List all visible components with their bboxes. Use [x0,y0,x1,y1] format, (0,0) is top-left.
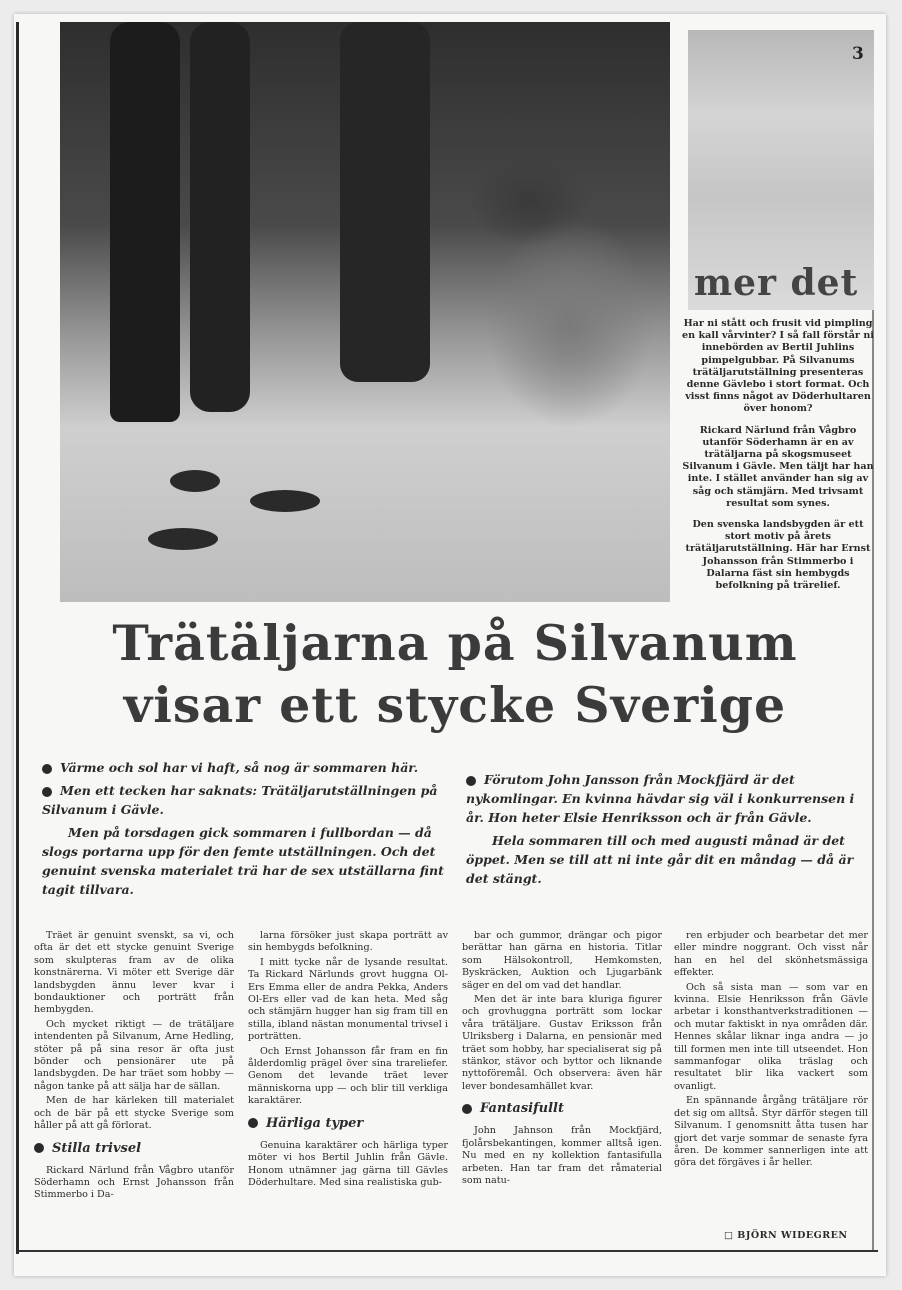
bullet-icon [466,776,476,786]
photo-fish [250,490,320,512]
intro-paragraph: Men på torsdagen gick sommaren i fullbordan — då slogs portarna upp för den femte utställningen. Och det genuint svenska materialet trä har de sex utställarna fint tagit tillvara. [42,825,444,897]
photo-figure-leg [190,22,250,412]
body-column-2 [248,930,448,1191]
intro-paragraph: Men ett tecken har saknats: Trätäljarutställningen på Silvanum i Gävle. [42,783,438,817]
body-paragraph: Genuina karaktärer och härliga typer möter vi hos Bertil Juhlin från Gävle. Honom utnämner jag gärna till Gävles Döderhultare. Med sina realistiska gub- [248,1139,448,1188]
subheading: Stilla trivsel [34,1139,234,1159]
body-paragraph: larna försöker just skapa porträtt av sin hembygds befolkning. [248,930,448,954]
intro-left [42,758,446,903]
body-paragraph: Men det är inte bara kluriga figurer och grovhuggna porträtt som lockar våra trätäljare. Gustav Eriksson från Ulriksberg i Dalarna, en pensionär med träet som hobby, har specialiserat sig på stänkor, stävor och byttor och liknande nyttoföremål. Och observera: även här lever bondesamhället kvar. [462,994,662,1092]
body-paragraph: bar och gummor, drängar och pigor berättar han gärna en historia. Titlar som Hälsokontroll, Hemkomsten, Byskräcken, Auktion och Ljugarbänk säger en del om vad det handlar. [462,930,662,991]
bullet-icon [462,1104,472,1114]
headline-line: Trätäljarna på Silvanum [112,614,798,672]
photo-fish [170,470,220,492]
intro-right [466,770,866,892]
bullet-icon [248,1118,258,1128]
photo-figure-leg [340,22,430,382]
byline: □ BJÖRN WIDEGREN [724,1230,848,1241]
headline-line: visar ett stycke Sverige [123,676,787,734]
body-paragraph: Och mycket riktigt — de trätäljare intendenten på Silvanum, Arne Hedling, stöter på på sina resor är ofta just bönder och pensionärer ute på landsbygden. De har träet som hobby — någon tanke på att sälja har de sällan. [34,1018,234,1092]
photo-figure-leg [110,22,180,422]
bullet-icon [34,1143,44,1153]
body-paragraph: Och så sista man — som var en kvinna. Elsie Henriksson från Gävle arbetar i konsthantverkstraditionen — och mutar faktiskt in nya områden där. Hennes skålar liknar inga andra — jo till formen men inte till utseendet. Hon sammanfogar olika träslag och resultatet blir lika vackert som ovanligt. [674,981,868,1092]
body-paragraph: Rickard Närlund från Vågbro utanför Söderhamn och Ernst Johansson från Stimmerbo i Da- [34,1164,234,1201]
body-paragraph: En spännande årgång trätäljare rör det sig om alltså. Styr därför stegen till Silvanum. I genomsnitt åtta tusen har gjort det varje sommar de senaste fyra åren. De kommer sannerligen inte att göra det förgäves i år heller. [674,1095,868,1169]
page-number: 3 [852,44,864,64]
photo-captions [682,318,874,601]
caption: Rickard Närlund från Vågbro utanför Söderhamn är en av trätäljarna på skogsmuseet Silvanum i Gävle. Men täljt har han inte. I stället använder han sig av såg och stämjärn. Med trivsamt resultat som synes. [682,424,874,509]
caption: Den svenska landsbygden är ett stort motiv på årets trätäljarutställning. Här har Ernst Johansson från Stimmerbo i Dalarna fäst sin hembygds befolkning på trärelief. [685,519,871,592]
column-rule-bottom [18,1250,878,1252]
subheading: Fantasifullt [462,1099,662,1119]
bullet-icon [42,787,52,797]
photo-fish [148,528,218,550]
body-paragraph: I mitt tycke når de lysande resultat. Ta Rickard Närlunds grovt huggna Ol-Ers Emma eller de andra Pekka, Anders Ol-Ers eller vad de kan heta. Med såg och stämjärn hugger han sig fram till en stilla, ibland nästan monumental trivsel i porträtten. [248,956,448,1043]
body-column-1 [34,930,234,1204]
body-column-3 [462,930,662,1189]
body-paragraph: Och Ernst Johansson får fram en fin ålderdomlig prägel över sina trareliefer. Genom det levande träet lever människorna upp — och blir till verkliga karaktärer. [248,1045,448,1107]
sidebar-banner: mer det [694,262,859,304]
column-rule-left [16,22,19,1254]
intro-paragraph: Förutom John Jansson från Mockfjärd är det nykomlingar. En kvinna hävdar sig väl i konkurrensen i år. Hon heter Elsie Henriksson och är från Gävle. [466,772,855,825]
headline [40,612,870,736]
body-column-4 [674,930,868,1172]
intro-paragraph: Värme och sol har vi haft, så nog är sommaren här. [60,760,419,775]
bullet-icon [42,764,52,774]
body-paragraph: John Jahnson från Mockfjärd, fjolårsbekantingen, kommer alltså igen. Nu med en ny kollektion fantasifulla arbeten. Han tar fram det råmaterial som natu- [462,1125,662,1186]
caption: Har ni stått och frusit vid pimpling en kall vårvinter? I så fall förstår ni innebörden av Bertil Juhlins pimpelgubbar. På Silvanums trätäljarutställning presenteras denne Gävlebo i stort format. Och visst finns något av Döderhultaren över honom? [682,318,874,415]
body-paragraph: ren erbjuder och bearbetar det mer eller mindre noggrant. Och visst når han en hel del skönhetsmässiga effekter. [674,930,868,979]
body-paragraph: Träet är genuint svenskt, sa vi, och ofta är det ett stycke genuint Sverige som skulpteras fram av de olika konstnärerna. Vi möter ett Sverige där landsbygden ännu lever kvar i bondauktioner och porträtt från hembygden. [34,930,234,1016]
subheading: Härliga typer [248,1114,448,1134]
intro-paragraph: Hela sommaren till och med augusti månad är det öppet. Men se till att ni inte går dit en måndag — då är det stängt. [466,833,854,886]
body-paragraph: Men de har kärleken till materialet och de bär på ett stycke Sverige som håller på att gå förlorat. [34,1095,234,1132]
